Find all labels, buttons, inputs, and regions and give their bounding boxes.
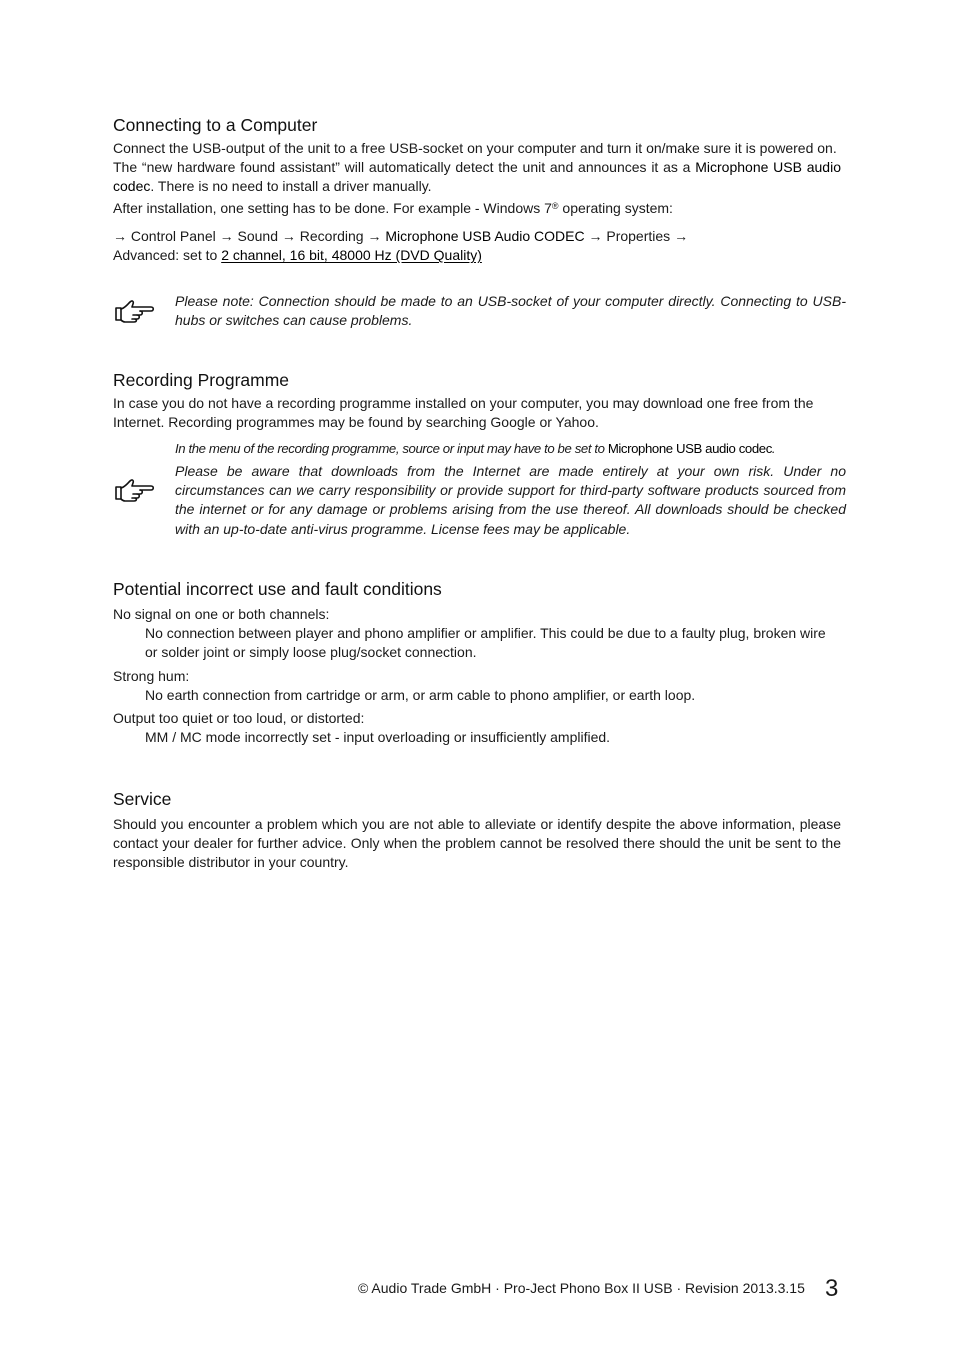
text-span: After installation, one setting has to be done. For example - Windows 7 bbox=[113, 199, 552, 216]
path-item: Control Panel bbox=[130, 227, 216, 244]
paragraph: Connect the USB-output of the unit to a free USB-socket on your computer and turn it on/make sure it is powered on. bbox=[113, 140, 837, 156]
section-faults bbox=[113, 578, 841, 747]
fault-solution: No earth connection from cartridge or arm, or arm cable to phono amplifier, or earth loop. bbox=[145, 686, 696, 703]
pointing-hand-icon bbox=[113, 475, 157, 507]
device-name: Microphone USB audio codec bbox=[607, 441, 772, 456]
paragraph: In case you do not have a recording programme installed on your computer, you may download one free from the Internet. Recording programmes may be found by searching Google or Yahoo. bbox=[113, 395, 814, 431]
pointing-hand-icon bbox=[113, 296, 157, 328]
page-number: 3 bbox=[825, 1275, 839, 1302]
section-service bbox=[113, 788, 841, 873]
settings-path bbox=[113, 227, 841, 246]
paragraph: Should you encounter a problem which you are not able to alleviate or identify despite the above information, please contact your dealer for further advice. Only when the problem cannot be resolved there should the unit be sent to the responsible distributor in your country. bbox=[113, 816, 841, 871]
advanced-value: 2 channel, 16 bit, 48000 Hz (DVD Quality) bbox=[221, 247, 482, 264]
path-item: Recording bbox=[299, 227, 364, 244]
paragraph bbox=[113, 199, 841, 218]
section-title: Potential incorrect use and fault conditions bbox=[113, 579, 442, 599]
note-text: Please note: Connection should be made to an USB-socket of your computer directly. Connecting to USB-hubs or switches can cause problems. bbox=[175, 293, 846, 329]
path-item: Microphone USB Audio CODEC bbox=[385, 227, 585, 244]
text-span: The “new hardware found assistant” will automatically detect the unit and announces it as a bbox=[113, 159, 696, 176]
arrow-icon: → bbox=[113, 227, 127, 244]
fault-solution: MM / MC mode incorrectly set - input overloading or insufficiently amplified. bbox=[145, 729, 611, 746]
section-title: Recording Programme bbox=[113, 370, 290, 390]
section-connecting bbox=[113, 114, 841, 265]
fault-item bbox=[113, 605, 841, 663]
fault-problem: No signal on one or both channels: bbox=[113, 606, 330, 622]
text-span: . bbox=[771, 441, 776, 456]
fault-problem: Strong hum: bbox=[113, 667, 190, 684]
section-title: Service bbox=[113, 789, 172, 809]
arrow-icon: → bbox=[674, 227, 689, 244]
fault-item bbox=[113, 709, 841, 747]
section-title: Connecting to a Computer bbox=[113, 115, 318, 135]
fault-solution: No connection between player and phono amplifier or amplifier. This could be due to a faulty plug, broken wire or solder joint or simply loose plug/socket connection. bbox=[145, 625, 826, 661]
section-recording bbox=[113, 369, 841, 432]
text-span: . There is no need to install a driver manually. bbox=[150, 178, 432, 195]
advanced-setting bbox=[113, 246, 841, 265]
paragraph bbox=[113, 158, 841, 196]
fault-item bbox=[113, 667, 841, 705]
arrow-icon: → bbox=[367, 227, 382, 244]
note-block bbox=[113, 439, 846, 543]
registered-mark: ® bbox=[551, 200, 559, 211]
path-item: Properties bbox=[606, 227, 671, 244]
text-span: In the menu of the recording programme, source or input may have to be set to bbox=[175, 441, 608, 456]
fault-problem: Output too quiet or too loud, or distorted: bbox=[113, 710, 365, 727]
note-block bbox=[113, 292, 846, 336]
note-text bbox=[175, 439, 846, 458]
arrow-icon: → bbox=[281, 227, 296, 244]
note-text: Please be aware that downloads from the Internet are made entirely at your own risk. Under no circumstances can we carry responsibility or provide support for third-party software products sourced from the internet or for any damage or problems arising from the use thereof. All downloads should be checked with an up-to-date anti-virus programme. License fees may be applicable. bbox=[175, 463, 846, 537]
text-span: Advanced: set to bbox=[113, 247, 222, 264]
arrow-icon: → bbox=[588, 227, 603, 244]
text-span: operating system: bbox=[558, 199, 673, 216]
arrow-icon: → bbox=[219, 227, 234, 244]
path-item: Sound bbox=[237, 227, 278, 244]
device-name: Microphone USB audio codec bbox=[113, 159, 841, 195]
footer-text: © Audio Trade GmbH · Pro-Ject Phono Box II USB · Revision 2013.3.15 bbox=[358, 1280, 805, 1296]
